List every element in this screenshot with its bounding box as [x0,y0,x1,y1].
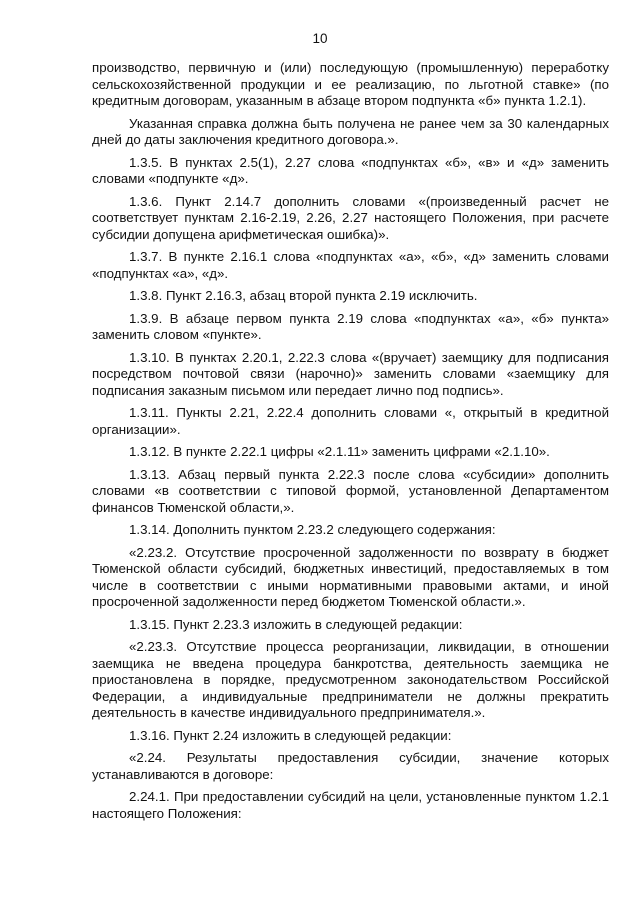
paragraph: 1.3.5. В пунктах 2.5(1), 2.27 слова «подпунктах «б», «в» и «д» заменить словами «подпункте «д». [92,154,609,186]
document-body [92,60,609,828]
paragraph: 1.3.6. Пункт 2.14.7 дополнить словами «(произведенный расчет не соответствует пунктам 2.16-2.19, 2.26, 2.27 настоящего Положения, при расчете субсидии допущена арифметическая ошибка)». [92,193,609,242]
paragraph: 1.3.16. Пункт 2.24 изложить в следующей редакции: [129,727,452,743]
paragraph: 1.3.13. Абзац первый пункта 2.22.3 после слова «субсидии» дополнить словами «в соответствии с типовой формой, установленной Департаментом финансов Тюменской области,». [92,466,609,515]
page-number: 10 [312,31,328,46]
paragraph: 1.3.9. В абзаце первом пункта 2.19 слова «подпунктах «а», «б» пункта» заменить словом «пункте». [92,310,609,342]
paragraph: 1.3.10. В пунктах 2.20.1, 2.22.3 слова «(вручает) заемщику для подписания посредством почтовой связи (нарочно)» заменить словами «заемщику для подписания заказным письмом или передает лично под подпись». [92,349,609,398]
paragraph: 1.3.14. Дополнить пунктом 2.23.2 следующего содержания: [129,522,496,537]
paragraph: 1.3.12. В пункте 2.22.1 цифры «2.1.11» заменить цифрами «2.1.10». [129,444,550,459]
paragraph: «2.23.3. Отсутствие процесса реорганизации, ликвидации, в отношении заемщика не введена процедура банкротства, деятельность заемщика не приостановлена в порядке, предусмотренном законодательством Российской Федерации, а индивидуальные предприниматели не должны прекратить деятельность в качестве индивидуального предпринимателя.». [92,639,609,720]
paragraph: 2.24.1. При предоставлении субсидий на цели, установленные пунктом 1.2.1 настоящего Положения: [92,789,609,821]
paragraph: 1.3.15. Пункт 2.23.3 изложить в следующей редакции: [129,616,463,632]
paragraph: 1.3.7. В пункте 2.16.1 слова «подпунктах «а», «б», «д» заменить словами «подпунктах «а», «д». [92,249,609,281]
paragraph: производство, первичную и (или) последующую (промышленную) переработку сельскохозяйственной продукции и ее реализацию, по льготной ставке» (по кредитным договорам, указанным в абзаце втором подпункта «б» пункта 1.2.1). [92,60,609,108]
paragraph: 1.3.8. Пункт 2.16.3, абзац второй пункта 2.19 исключить. [129,288,478,303]
paragraph: «2.23.2. Отсутствие просроченной задолженности по возврату в бюджет Тюменской области субсидий, бюджетных инвестиций, предоставляемых в том числе в соответствии с иными нормативными правовыми актами, и иной просроченной задолженности перед бюджетом Тюменской области.». [92,544,609,609]
paragraph: Указанная справка должна быть получена не ранее чем за 30 календарных дней до даты заключения кредитного договора.». [92,115,609,147]
paragraph: «2.24. Результаты предоставления субсидии, значение которых устанавливаются в договоре: [92,750,609,782]
paragraph: 1.3.11. Пункты 2.21, 2.22.4 дополнить словами «, открытый в кредитной организации». [92,405,609,437]
